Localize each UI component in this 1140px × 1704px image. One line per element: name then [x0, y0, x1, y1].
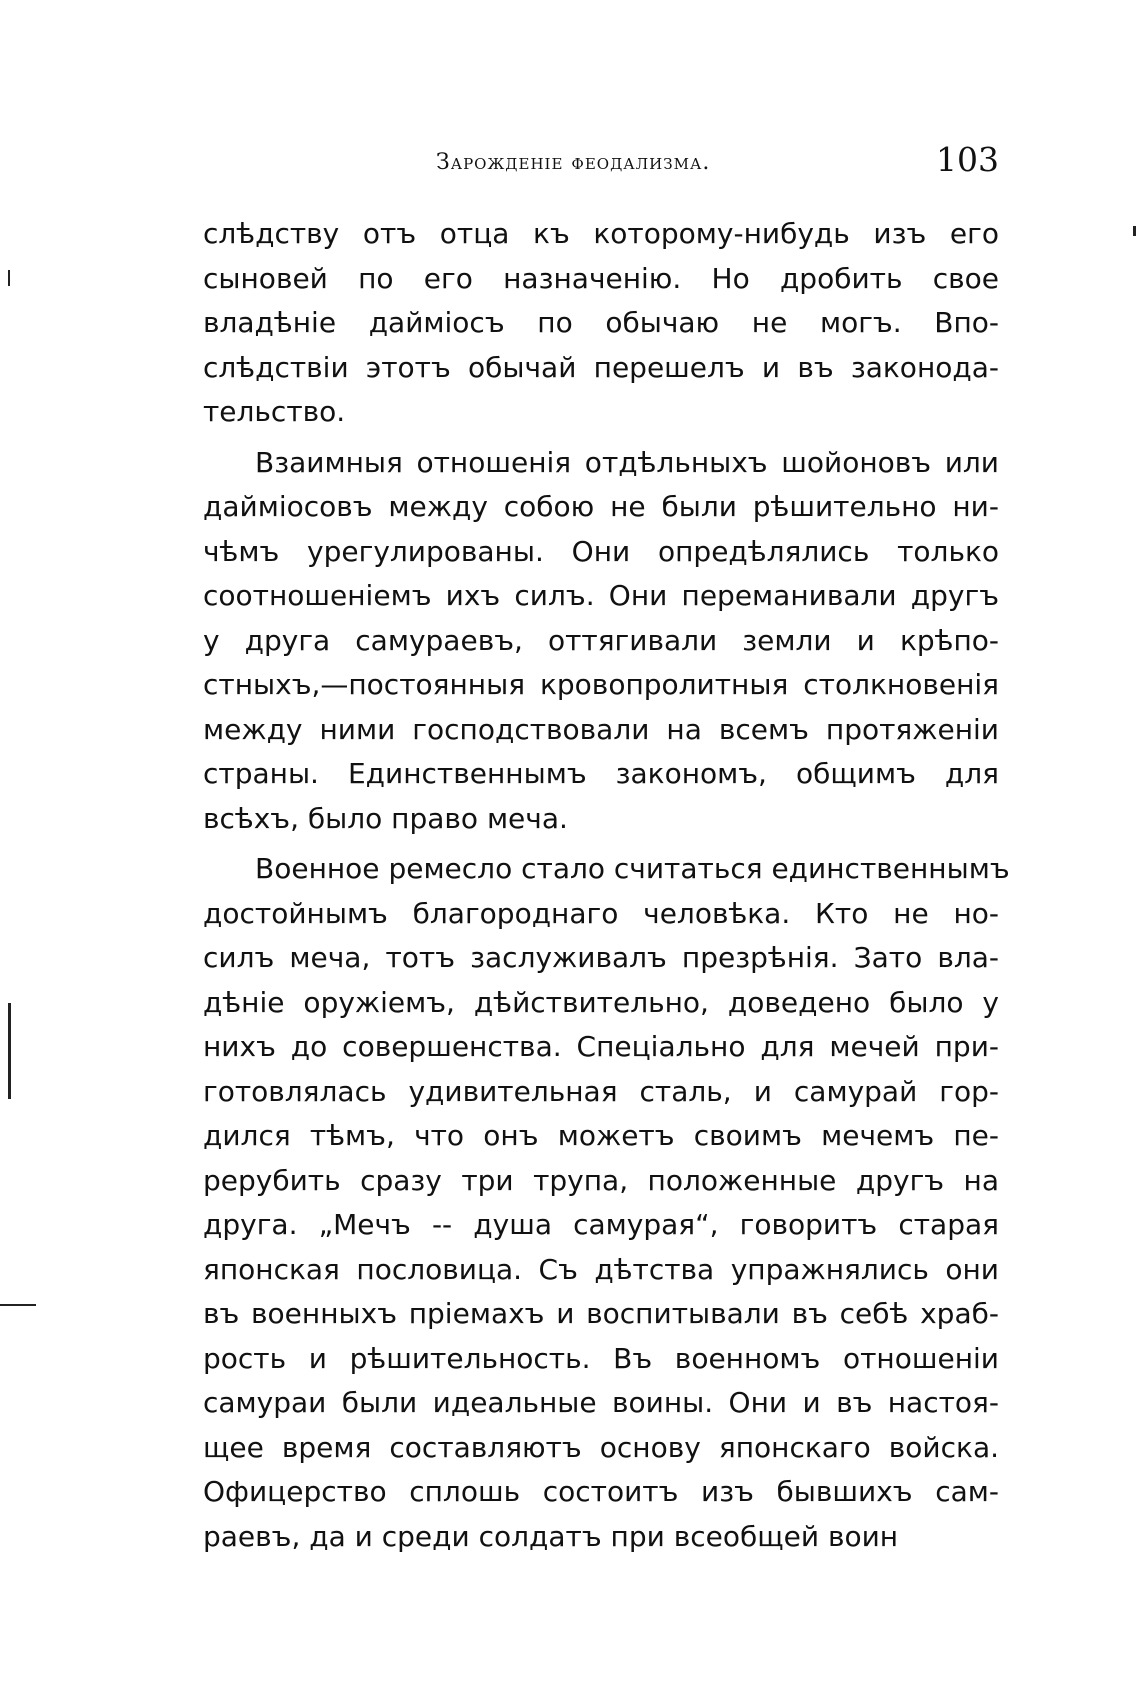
- running-head: [203, 138, 999, 188]
- text-line: всѣхъ, было право меча.: [203, 801, 568, 835]
- text-line: дился тѣмъ, что онъ можетъ своимъ мечемъ пе-: [203, 1119, 999, 1152]
- text-line: готовлялась удивительная сталь, и самурай гор-: [203, 1074, 999, 1108]
- text-line: рерубить сразу три трупа, положенные другъ на: [203, 1163, 999, 1197]
- running-title: Зарожденіе феодализма.: [436, 150, 711, 175]
- text-line: слѣдствіи этотъ обычай перешелъ и въ законода-: [203, 350, 999, 384]
- text-line: страны. Единственнымъ закономъ, общимъ для: [203, 757, 999, 790]
- text-line: Военное ремесло стало считаться единственнымъ: [255, 852, 1010, 885]
- text-line: между ними господствовали на всемъ протяженіи: [203, 712, 999, 746]
- text-line: даймiосовъ между собою не были рѣшительно ни-: [203, 490, 999, 523]
- text-line: дѣніе оружіемъ, дѣйствительно, доведено было у: [203, 985, 999, 1019]
- text-line: у друга самураевъ, оттягивали земли и крѣпо-: [203, 623, 999, 657]
- text-line: сыновей по его назначенію. Но дробить свое: [203, 261, 999, 295]
- text-line: тельство.: [203, 395, 346, 428]
- paragraph-1: [203, 212, 999, 435]
- scan-speck: [1133, 226, 1136, 236]
- text-line: достойнымъ благороднаго человѣка. Кто не но-: [203, 896, 999, 930]
- text-line: чѣмъ урегулированы. Они опредѣлялись только: [203, 534, 999, 568]
- text-line: соотношеніемъ ихъ силъ. Они переманивали другъ: [203, 579, 999, 612]
- text-line: нихъ до совершенства. Спеціально для мечей при-: [203, 1030, 999, 1063]
- text-line: силъ меча, тотъ заслуживалъ презрѣнія. Зато вла-: [203, 941, 999, 974]
- text-line: щее время составляютъ основу японскаго войска.: [203, 1430, 999, 1464]
- text-line: стныхъ,—постоянныя кровопролитныя столкновенія: [203, 668, 999, 701]
- text-line: друга. „Мечъ -- душа самурая“, говоритъ старая: [203, 1208, 999, 1241]
- text-line: самураи были идеальные воины. Они и въ настоя-: [203, 1386, 999, 1419]
- text-line: раевъ, да и среди солдатъ при всеобщей воин: [203, 1519, 899, 1553]
- scan-speck: [8, 270, 10, 286]
- scan-speck: [0, 1304, 36, 1306]
- scan-speck: [8, 1003, 11, 1099]
- text-line: японская пословица. Съ дѣтства упражнялись они: [203, 1252, 999, 1286]
- page-number: 103: [936, 140, 999, 179]
- paragraph-3: [203, 847, 1010, 1559]
- paragraph-2: [203, 441, 999, 842]
- text-line: Офицерство сплошь состоитъ изъ бывшихъ сам-: [203, 1475, 999, 1508]
- text-line: Взаимныя отношенія отдѣльныхъ шойоновъ или: [255, 445, 999, 479]
- text-line: владѣніе даймiосъ по обычаю не могъ. Впо-: [203, 306, 999, 339]
- text-line: въ военныхъ пріемахъ и воспитывали въ себѣ храб-: [203, 1297, 999, 1330]
- body-text: [203, 212, 1010, 1565]
- text-line: рость и рѣшительность. Въ военномъ отношеніи: [203, 1341, 999, 1375]
- text-line: слѣдству отъ отца къ которому-нибудь изъ его: [203, 217, 999, 250]
